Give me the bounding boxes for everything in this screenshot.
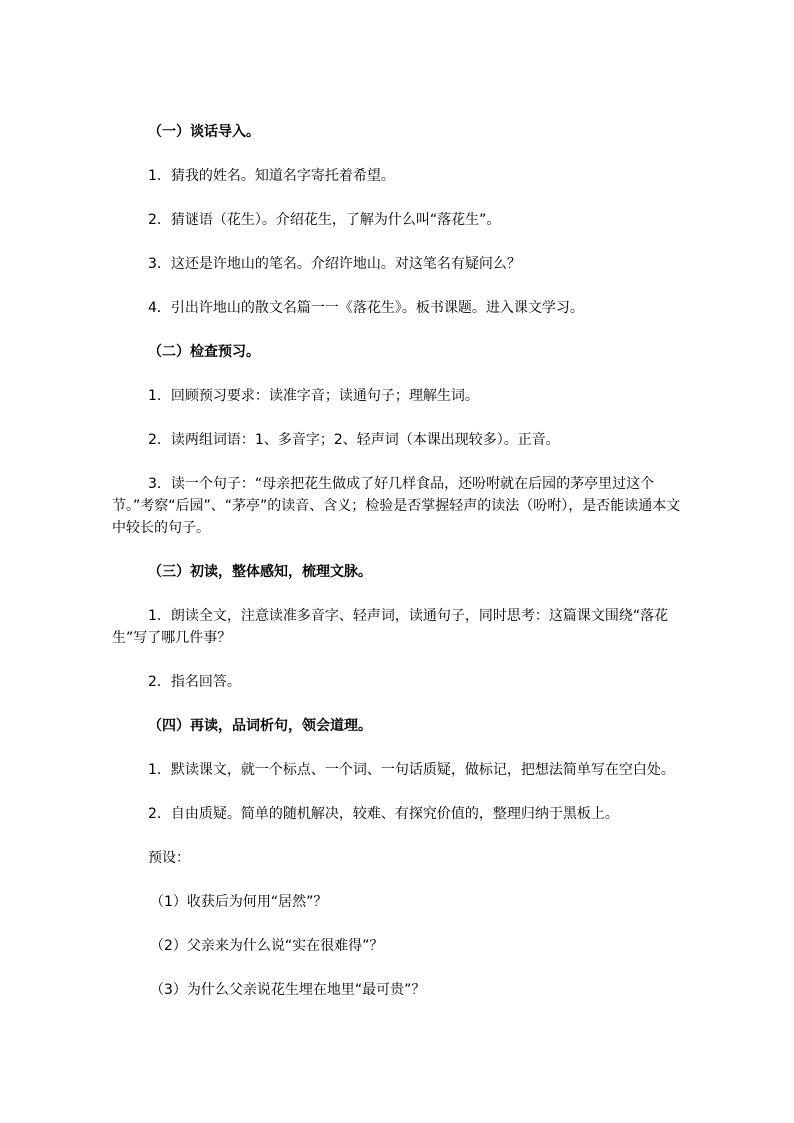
section-heading: （四）再读，品词析句，领会道理。	[148, 718, 372, 734]
section-heading: （二）检查预习。	[148, 344, 260, 360]
question-item: （1）收获后为何用“居然”？	[150, 894, 328, 910]
list-item: 1．朗读全文，注意读准多音字、轻声词，读通句子，同时思考：这篇课文围绕“落花生”写了哪几件事？	[112, 608, 669, 646]
list-item: 1．默读课文，就一个标点、一个词、一句话质疑，做标记，把想法简单写在空白处。	[148, 762, 675, 778]
list-item: 2．指名回答。	[148, 674, 241, 690]
list-item: 2．读两组词语：1、多音字；2、轻声词（本课出现较多）。正音。	[148, 432, 560, 448]
preset-label: 预设：	[148, 850, 190, 866]
list-item: 3．读一个句子：“母亲把花生做成了好几样食品，还吩咐就在后园的茅亭里过这个节。”考察“后园”、“茅亭”的读音、含义；检验是否掌握轻声的读法（吩咐），是否能读通本文中较长的句子。	[112, 476, 681, 536]
list-item: 1．回顾预习要求：读准字音；读通句子；理解生词。	[148, 388, 479, 404]
question-item: （3）为什么父亲说花生埋在地里“最可贵”？	[150, 982, 426, 998]
question-item: （2）父亲来为什么说“实在很难得”？	[150, 938, 384, 954]
list-item: 1．猜我的姓名。知道名字寄托着希望。	[148, 168, 395, 184]
list-item: 3．这还是许地山的笔名。介绍许地山。对这笔名有疑问么？	[148, 256, 521, 272]
list-item: 4．引出许地山的散文名篇一一《落花生》。板书课题。进入课文学习。	[148, 300, 584, 316]
section-heading: （三）初读，整体感知，梳理文脉。	[148, 564, 372, 580]
list-item: 2．自由质疑。简单的随机解决，较难、有探究价值的，整理归纳于黑板上。	[148, 806, 619, 822]
list-item: 2．猜谜语（花生）。介绍花生，了解为什么叫“落花生”。	[148, 212, 501, 228]
section-heading: （一）谈话导入。	[148, 124, 260, 140]
